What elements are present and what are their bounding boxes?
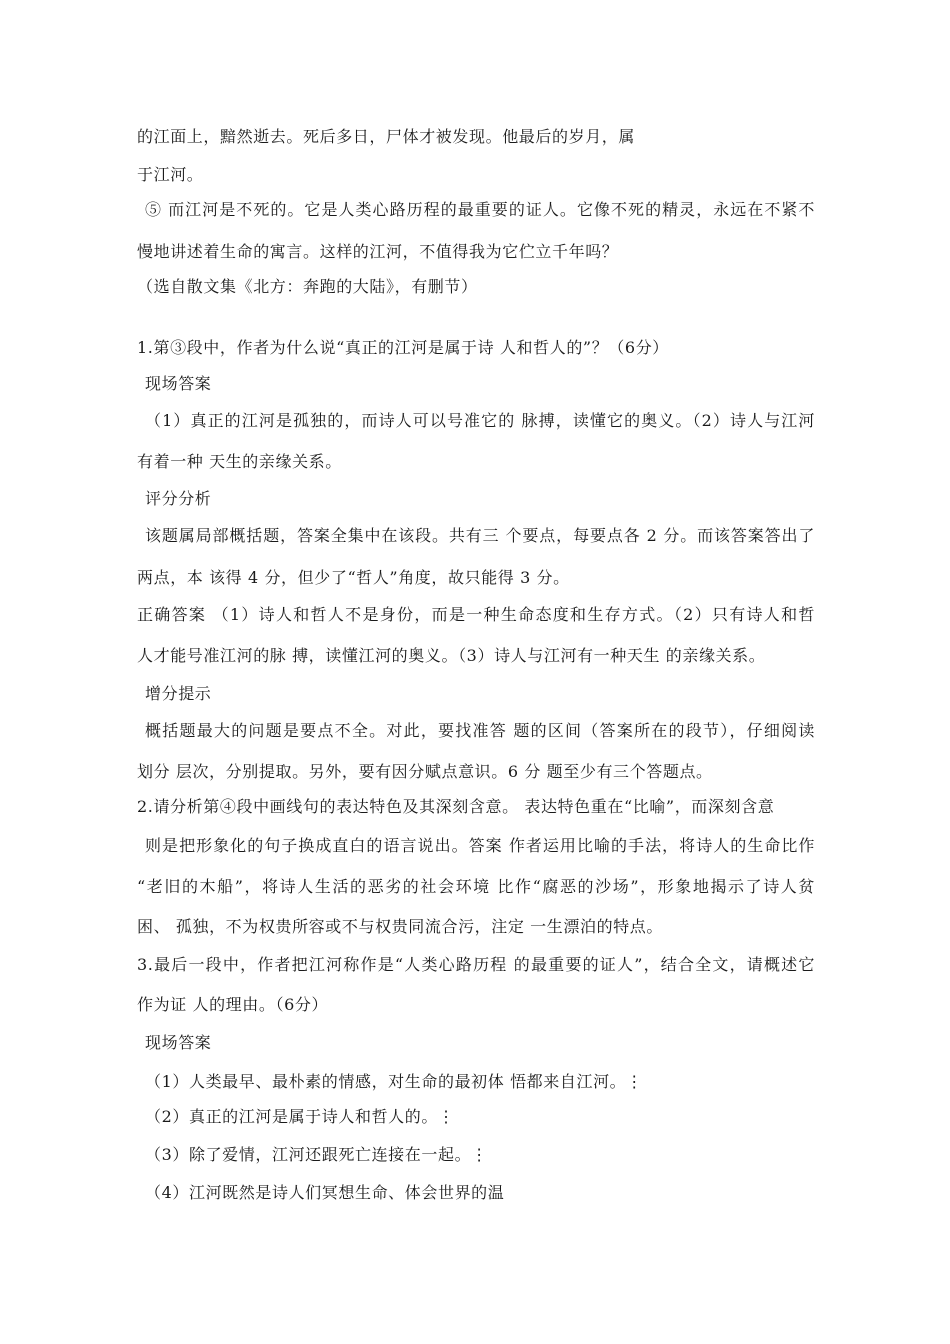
section-heading-scoring-analysis: 评分分析 — [145, 489, 212, 508]
section-heading-score-tips: 增分提示 — [145, 684, 212, 703]
answer-line: 困、 孤独，不为权贵所容或不与权贵同流合污，注定 一生漂泊的特点。 — [137, 917, 663, 936]
analysis-line: 两点，本 该得 4 分，但少了“哲人”角度，故只能得 3 分。 — [137, 568, 570, 587]
answer-item: （3）除了爱情，江河还跟死亡连接在一起。⋮ — [145, 1145, 488, 1164]
section-heading-onsite-answer: 现场答案 — [145, 374, 212, 393]
question-3-cont: 作为证 人的理由。（6分） — [137, 995, 329, 1014]
text-line: 慢地讲述着生命的寓言。这样的江河，不值得我为它伫立千年吗？ — [137, 242, 619, 261]
question-1: 1.第③段中，作者为什么说“真正的江河是属于诗 人和哲人的”？（6分） — [137, 338, 669, 357]
text-line: 于江河。 — [137, 165, 204, 184]
answer-line: 则是把形象化的句子换成直白的语言说出。答案 作者运用比喻的手法，将诗人的生命比作 — [145, 836, 815, 855]
analysis-line: 该题属局部概括题，答案全集中在该段。共有三 个要点，每要点各 2 分。而该答案答出了 — [145, 526, 815, 545]
answer-item: （2）真正的江河是属于诗人和哲人的。⋮ — [145, 1107, 455, 1126]
paragraph-5-line: ⑤ 而江河是不死的。它是人类心路历程的最重要的证人。它像不死的精灵，永远在不紧不 — [145, 200, 815, 219]
question-3: 3.最后一段中，作者把江河称作是“人类心路历程 的最重要的证人”，结合全文，请概述它 — [137, 955, 815, 974]
answer-item: （1）人类最早、最朴素的情感，对生命的最初体 悟都来自江河。⋮ — [145, 1072, 643, 1091]
source-note: （选自散文集《北方：奔跑的大陆》，有删节） — [137, 277, 478, 296]
answer-line: 有着一种 天生的亲缘关系。 — [137, 452, 342, 471]
question-2: 2.请分析第④段中画线句的表达特色及其深刻含意。 表达特色重在“比喻”，而深刻含意 — [137, 797, 775, 816]
section-heading-onsite-answer: 现场答案 — [145, 1033, 212, 1052]
answer-line: （1）真正的江河是孤独的，而诗人可以号准它的 脉搏，读懂它的奥义。（2）诗人与江河 — [145, 411, 815, 430]
answer-line: “老旧的木船”，将诗人生活的恶劣的社会环境 比作“腐恶的沙场”，形象地揭示了诗人贫 — [137, 877, 815, 896]
correct-answer-line: 正确答案 （1）诗人和哲人不是身份，而是一种生命态度和生存方式。（2）只有诗人和哲 — [137, 605, 815, 624]
text-line: 的江面上，黯然逝去。死后多日，尸体才被发现。他最后的岁月，属 — [137, 127, 636, 146]
tips-line: 划分 层次，分别提取。另外，要有因分赋点意识。6 分 题至少有三个答题点。 — [137, 762, 713, 781]
correct-answer-line: 人才能号准江河的脉 搏，读懂江河的奥义。（3）诗人与江河有一种天生 的亲缘关系。 — [137, 646, 766, 665]
answer-item: （4）江河既然是诗人们冥想生命、体会世界的温 — [145, 1183, 505, 1202]
tips-line: 概括题最大的问题是要点不全。对此，要找准答 题的区间（答案所在的段节），仔细阅读 — [145, 721, 815, 740]
